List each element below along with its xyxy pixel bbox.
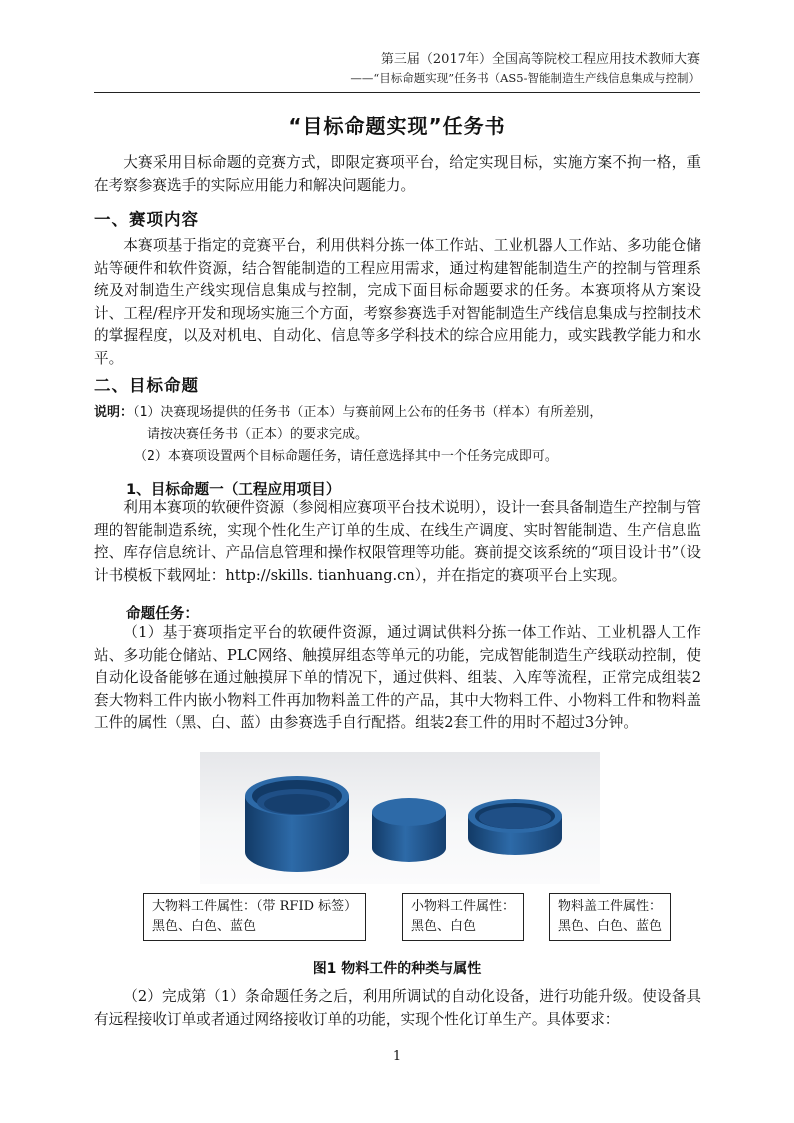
note-line1: 说明：（1）决赛现场提供的任务书（正本）与赛前网上公布的任务书（样本）有所差别， xyxy=(94,405,603,420)
page-number: 1 xyxy=(392,1049,402,1064)
subsection1-body: 利用本赛项的软硬件资源（参阅相应赛项平台技术说明），设计一套具备制造生产控制与管理的智能制造系统，实现个性化生产订单的生成、在线生产调度、实时智能制造、生产信息监控、库存信息统计、产品信息管理和操作权限管理等功能。赛前提交该系统的“项目设计书”（设计书模板下载网址：http://skills. tianhuang.cn），并在指定的赛项平台上实现。 xyxy=(94,499,701,584)
task-heading: 命题任务： xyxy=(126,605,199,622)
section1-heading: 一、赛项内容 xyxy=(94,210,199,229)
note-line2: （2）本赛项设置两个目标命题任务，请任意选择其中一个任务完成即可。 xyxy=(134,449,558,464)
figure-caption: 图1 物料工件的种类与属性 xyxy=(312,961,482,977)
task1-paragraph: （1）基于赛项指定平台的软硬件资源，通过调试供料分拣一体工作站、工业机器人工作站、多功能仓储站、PLC网络、触摸屏组态等单元的功能，完成智能制造生产线联动控制，使自动化设备能够在通过触摸屏下单的情况下，通过供料、组装、入库等流程，正常完成组装2套大物料工件内嵌小物料工件再加物料盖工件的产品，其中大物料工件、小物料工件和物料盖工件的属性（黑、白、蓝）由参赛选手自行配搭。组装2套工件的用时不超过3分钟。 xyxy=(94,624,701,731)
page-header xyxy=(350,50,700,88)
section1-body: 本赛项基于指定的竞赛平台，利用供料分拣一体工作站、工业机器人工作站、多功能仓储站等硬件和软件资源，结合智能制造的工程应用需求，通过构建智能制造生产的控制与管理系统及对制造生产线实现信息集成与控制，完成下面目标命题要求的任务。本赛项将从方案设计、工程/程序开发和现场实施三个方面，考察参赛选手对智能制造生产线信息集成与控制技术的掌握程度，以及对机电、自动化、信息等多学科技术的综合应用能力，或实践教学能力和水平。 xyxy=(94,237,701,367)
subsection1-heading: 1、目标命题一（工程应用项目） xyxy=(126,481,341,498)
lid-workpiece-attributes: 物料盖工件属性： 黑色、白色、蓝色 xyxy=(549,893,671,941)
workpiece-illustration xyxy=(200,752,600,884)
header-line2: ——“目标命题实现”任务书（AS5-智能制造生产线信息集成与控制） xyxy=(350,71,700,85)
large-workpiece xyxy=(245,776,349,872)
large-workpiece-attributes: 大物料工件属性：（带 RFID 标签） 黑色、白色、蓝色 xyxy=(143,893,366,941)
intro-paragraph: 大赛采用目标命题的竞赛方式，即限定赛项平台，给定实现目标，实施方案不拘一格，重在考察参赛选手的实际应用能力和解决问题能力。 xyxy=(94,154,701,194)
note-lead: 说明： xyxy=(94,405,134,420)
lid-workpiece xyxy=(468,799,562,855)
note-block xyxy=(94,402,714,468)
workpiece-figure xyxy=(200,752,600,884)
header-divider xyxy=(94,92,700,93)
note-line1-continued: 请按决赛任务书（正本）的要求完成。 xyxy=(147,427,369,442)
small-workpiece xyxy=(372,798,446,862)
task2-paragraph: （2）完成第（1）条命题任务之后，利用所调试的自动化设备，进行功能升级。使设备具有远程接收订单或者通过网络接收订单的功能，实现个性化订单生产。具体要求： xyxy=(94,988,701,1028)
section2-heading: 二、目标命题 xyxy=(94,376,199,395)
header-line1: 第三届（2017年）全国高等院校工程应用技术教师大赛 xyxy=(380,52,700,67)
document-title: “目标命题实现”任务书 xyxy=(288,114,506,138)
small-workpiece-attributes: 小物料工件属性： 黑色、白色 xyxy=(402,893,524,941)
